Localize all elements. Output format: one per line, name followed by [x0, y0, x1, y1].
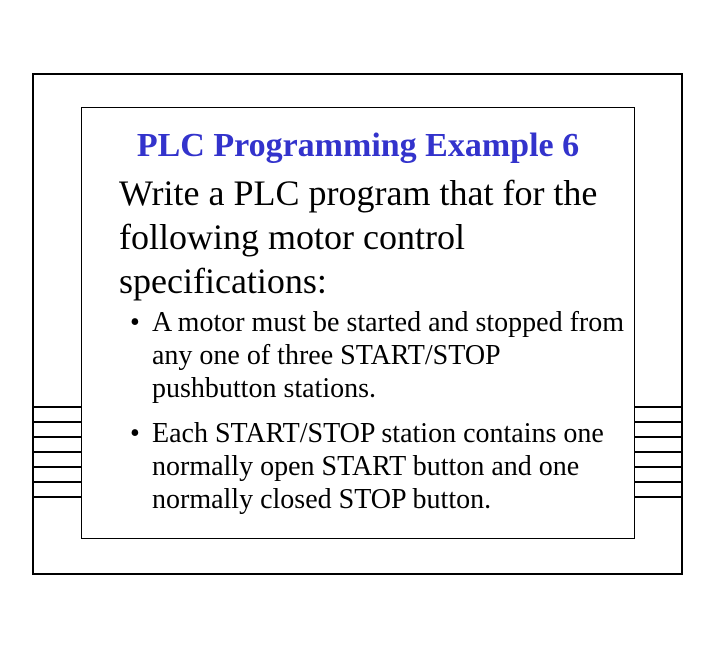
bullet-list: [130, 306, 630, 528]
bullet-item: [130, 306, 630, 405]
bullet-text: A motor must be started and stopped from any one of three START/STOP pushbutton stations.: [152, 307, 625, 404]
slide-intro-text: Write a PLC program that for the following motor control specifications:: [119, 173, 598, 301]
slide-panel: [81, 107, 635, 539]
bullet-text: Each START/STOP station contains one normally open START button and one normally closed STOP button.: [152, 418, 604, 515]
bullet-dot-icon: •: [130, 418, 140, 449]
bullet-dot-icon: •: [130, 307, 140, 338]
slide-title: PLC Programming Example 6: [136, 127, 580, 164]
left-stripe-decoration: [34, 406, 82, 500]
right-stripe-decoration: [634, 406, 682, 500]
bullet-item: [130, 417, 630, 516]
